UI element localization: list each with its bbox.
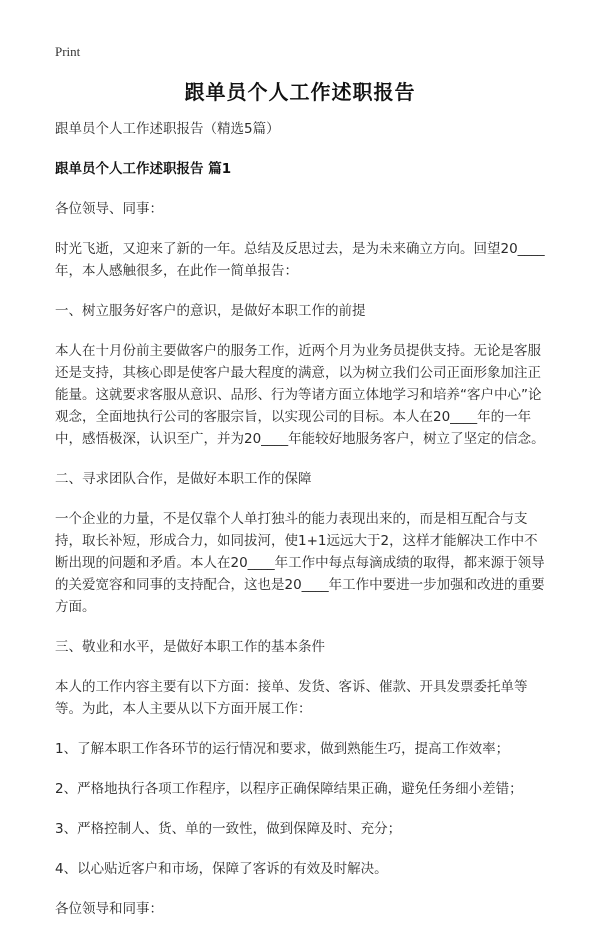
document-subtitle: 跟单员个人工作述职报告（精选5篇） bbox=[55, 121, 280, 137]
list-item-3: 3、严格控制人、货、单的一致性，做到保障及时、充分； bbox=[55, 821, 402, 837]
section-title: 跟单员个人工作述职报告 篇1 bbox=[55, 161, 232, 177]
paragraph-2: 一个企业的力量，不是仅靠个人单打独斗的能力表现出来的，而是相互配合与支持，取长补短，形成合力，如同拔河，使1+1远远大于2，这样才能解决工作中不断出现的问题和矛盾。本人在20____年工作中每点每滴成绩的取得，都来源于领导的关爱宽容和同事的支持配合，这也是20____年工作中要进一步加强和改进的重要方面。 bbox=[55, 511, 545, 615]
list-item-2: 2、严格地执行各项工作程序，以程序正确保障结果正确，避免任务细小差错； bbox=[55, 781, 523, 797]
document-body bbox=[55, 118, 551, 938]
heading-3: 三、敬业和水平，是做好本职工作的基本条件 bbox=[55, 639, 325, 655]
greeting: 各位领导、同事： bbox=[55, 201, 163, 217]
print-label[interactable]: Print bbox=[55, 44, 81, 59]
paragraph-1: 本人在十月份前主要做客户的服务工作，近两个月为业务员提供支持。无论是客服还是支持，其核心即是使客户最大程度的满意，以为树立我们公司正面形象加注正能量。这就要求客服从意识、品形、行为等诸方面立体地学习和培养“客户中心”论观念，全面地执行公司的客服宗旨，以实现公司的目标。本人在20____年的一年中，感悟极深，认识至广，并为20____年能较好地服务客户，树立了坚定的信念。 bbox=[55, 343, 545, 447]
intro-paragraph: 时光飞逝，又迎来了新的一年。总结及反思过去，是为未来确立方向。回望20____年，本人感触很多，在此作一简单报告： bbox=[55, 241, 545, 279]
heading-1: 一、树立服务好客户的意识，是做好本职工作的前提 bbox=[55, 303, 366, 319]
list-item-4: 4、以心贴近客户和市场，保障了客诉的有效及时解决。 bbox=[55, 861, 388, 877]
closing-greeting: 各位领导和同事： bbox=[55, 901, 163, 917]
list-item-1: 1、了解本职工作各环节的运行情况和要求，做到熟能生巧，提高工作效率； bbox=[55, 741, 510, 757]
document-title: 跟单员个人工作述职报告 bbox=[184, 80, 416, 104]
heading-2: 二、寻求团队合作，是做好本职工作的保障 bbox=[55, 471, 312, 487]
paragraph-3: 本人的工作内容主要有以下方面：接单、发货、客诉、催款、开具发票委托单等等。为此，本人主要从以下方面开展工作： bbox=[55, 679, 528, 717]
